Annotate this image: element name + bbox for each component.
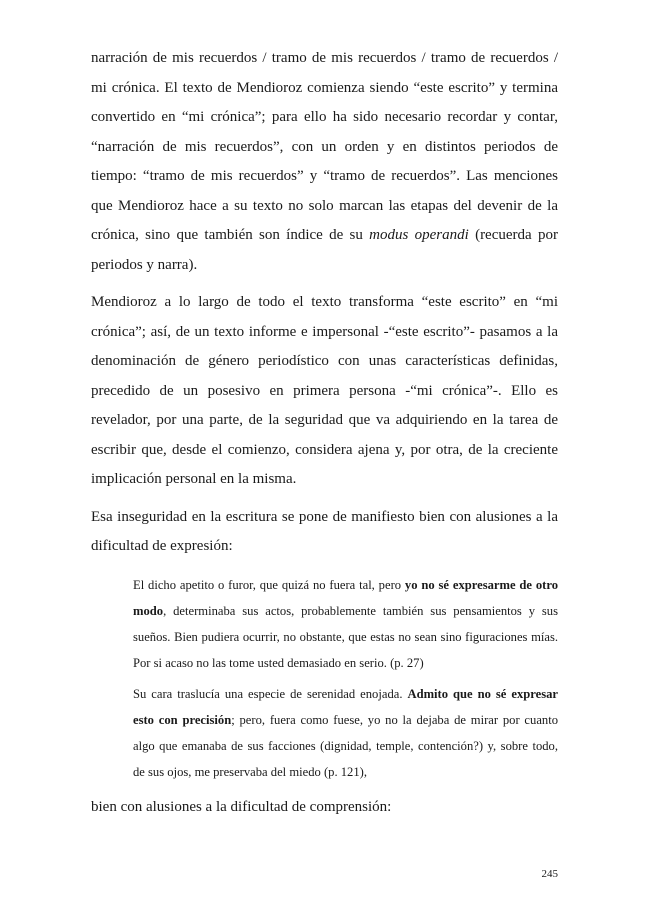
page-number: 245 [541,868,558,880]
quote-1-text-after: , determinaba sus actos, probablemente también sus pensamientos y sus sueños. Bien pudiera ocurrir, no obstante, que estas no sean sino figuraciones mías. Por si acaso no las tome usted demasiado en serio. (p. 27) [133,603,558,670]
paragraph-1 [91,44,558,280]
quote-1-bold: yo no sé expresarme de otro modo [133,577,558,618]
paragraph-1-italic: modus operandi [369,227,469,243]
quote-2-text-after: ; pero, fuera como fuese, yo no la dejaba de mirar por cuanto algo que emanaba de sus facciones (dignidad, temple, contención?) y, sobre todo, de sus ojos, me preservaba del miedo (p. 121), [133,712,558,779]
paragraph-3: Esa inseguridad en la escritura se pone de manifiesto bien con alusiones a la dificultad de expresión: [91,508,558,554]
block-quote-2 [133,681,558,785]
paragraph-1-text-b: (recuerda por periodos y narra). [91,227,558,273]
paragraph-4: bien con alusiones a la dificultad de comprensión: [91,798,392,815]
block-quote-1 [133,572,558,676]
quote-2-text-before: Su cara traslucía una especie de serenidad enojada. [133,686,408,701]
quote-1-text-before: El dicho apetito o furor, que quizá no fuera tal, pero [133,577,405,592]
quote-2-bold: Admito que no sé expresar esto con precisión [133,686,558,727]
page-body [91,44,558,822]
paragraph-2: Mendioroz a lo largo de todo el texto transforma “este escrito” en “mi crónica”; así, de un texto informe e impersonal -“este escrito”- pasamos a la denominación de género periodístico con unas características definidas, precedido de un posesivo en primera persona -“mi crónica”-. Ello es revelador, por una parte, de la seguridad que va adquiriendo en la tarea de escribir que, desde el comienzo, considera ajena y, por otra, de la creciente implicación personal en la misma. [91,294,558,487]
paragraph-1-text-a: narración de mis recuerdos / tramo de mis recuerdos / tramo de recuerdos / mi crónica. El texto de Mendioroz comienza siendo “este escrito” y termina convertido en “mi crónica”; para ello ha sido necesario recordar y contar, “narración de mis recuerdos”, con un orden y en distintos periodos de tiempo: “tramo de mis recuerdos” y “tramo de recuerdos”. Las menciones que Mendioroz hace a su texto no solo marcan las etapas del devenir de la crónica, sino que también son índice de su [91,50,558,243]
